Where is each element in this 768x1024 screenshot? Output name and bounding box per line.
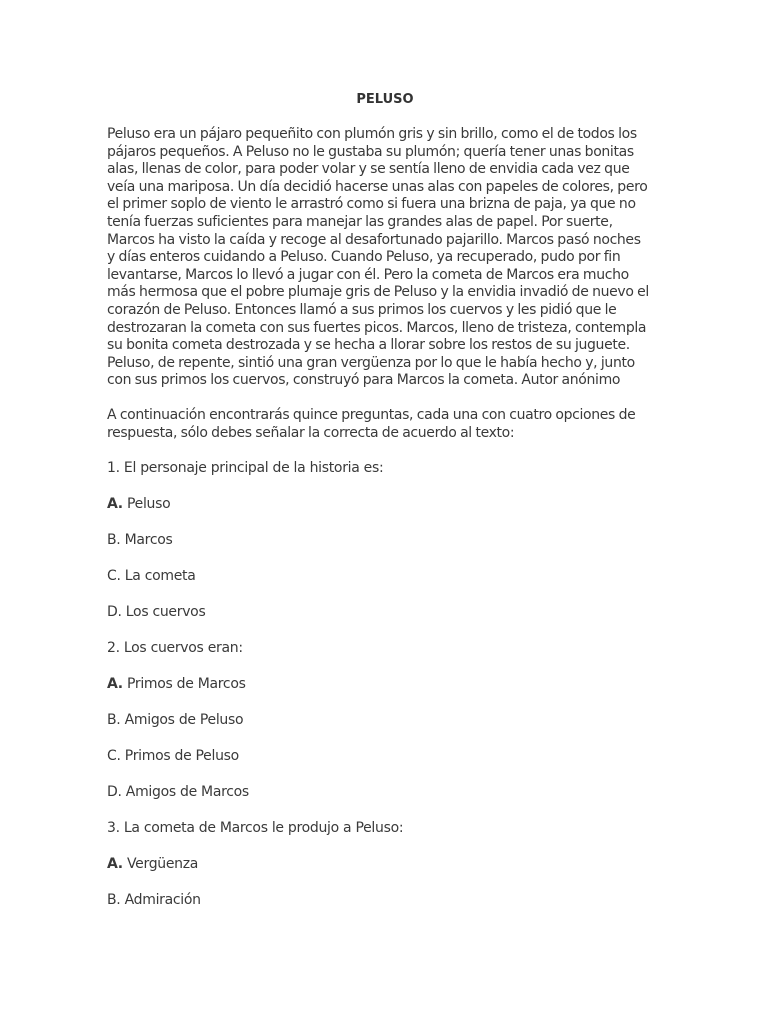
option-letter: C. (107, 748, 121, 765)
option-text: Admiración (124, 892, 201, 909)
question-3-option-a (107, 855, 663, 873)
story-line: corazón de Peluso. Entonces llamó a sus primos los cuervos y les pidió que le (107, 301, 617, 318)
story-line: veía una mariposa. Un día decidió hacerse unas alas con papeles de colores, pero (107, 178, 648, 195)
story-line: con sus primos los cuervos, construyó para Marcos la cometa. Autor anónimo (107, 372, 621, 389)
story-line: el primer soplo de viento le arrastró como si fuera una brizna de paja, ya que no (107, 196, 636, 213)
question-2-option-c (107, 747, 663, 765)
question-1-option-b (107, 531, 663, 549)
question-3-option-b (107, 891, 663, 909)
story-line: levantarse, Marcos lo llevó a jugar con él. Pero la cometa de Marcos era mucho (107, 266, 629, 283)
question-2-option-a (107, 675, 663, 693)
question-2-option-d (107, 783, 663, 801)
story-line: más hermosa que el pobre plumaje gris de Peluso y la envidia invadió de nuevo el (107, 284, 649, 301)
instructions-paragraph (107, 407, 663, 442)
instructions-line: respuesta, sólo debes señalar la correcta de acuerdo al texto: (107, 424, 515, 441)
story-line: Peluso era un pájaro pequeñito con plumón gris y sin brillo, como el de todos los (107, 126, 637, 142)
option-text: Marcos (124, 532, 173, 549)
option-text: La cometa (124, 568, 196, 585)
question-1-option-d (107, 603, 663, 621)
option-letter: B. (107, 532, 121, 549)
option-letter: A. (107, 676, 123, 693)
option-text: Los cuervos (125, 604, 206, 621)
option-text: Primos de Marcos (126, 676, 246, 693)
question-1-option-c (107, 567, 663, 585)
document-title: PELUSO (356, 92, 414, 107)
document-page (107, 92, 663, 927)
option-text: Amigos de Marcos (125, 784, 249, 801)
story-line: su bonita cometa destrozada y se hecha a llorar sobre los restos de su juguete. (107, 337, 630, 354)
story-line: Marcos ha visto la caída y recoge al desafortunado pajarillo. Marcos pasó noches (107, 231, 641, 248)
option-letter: A. (107, 856, 123, 873)
option-letter: D. (107, 784, 122, 801)
option-letter: B. (107, 712, 121, 729)
story-line: tenía fuerzas suficientes para manejar las grandes alas de papel. Por suerte, (107, 213, 613, 230)
option-text: Primos de Peluso (124, 748, 239, 765)
option-letter: D. (107, 604, 122, 621)
option-letter: A. (107, 496, 123, 513)
story-line: Peluso, de repente, sintió una gran vergüenza por lo que le había hecho y, junto (107, 354, 635, 371)
story-line: y días enteros cuidando a Peluso. Cuando Peluso, ya recuperado, pudo por fin (107, 249, 621, 266)
question-1-text: 1. El personaje principal de la historia es: (107, 460, 384, 477)
option-letter: C. (107, 568, 121, 585)
story-line: destrozaran la cometa con sus fuertes picos. Marcos, lleno de tristeza, contempla (107, 319, 647, 336)
story-line: pájaros pequeños. A Peluso no le gustaba su plumón; quería tener unas bonitas (107, 143, 634, 160)
option-text: Vergüenza (126, 856, 199, 873)
question-3-text: 3. La cometa de Marcos le produjo a Peluso: (107, 820, 404, 837)
option-text: Peluso (126, 496, 171, 513)
option-text: Amigos de Peluso (124, 712, 244, 729)
question-2-option-b (107, 711, 663, 729)
story-line: alas, llenas de color, para poder volar y se sentía lleno de envidia cada vez que (107, 161, 630, 178)
story-paragraph (107, 126, 663, 390)
option-letter: B. (107, 892, 121, 909)
question-1-option-a (107, 495, 663, 513)
instructions-line: A continuación encontrarás quince preguntas, cada una con cuatro opciones de (107, 406, 636, 423)
question-2-text: 2. Los cuervos eran: (107, 640, 243, 657)
